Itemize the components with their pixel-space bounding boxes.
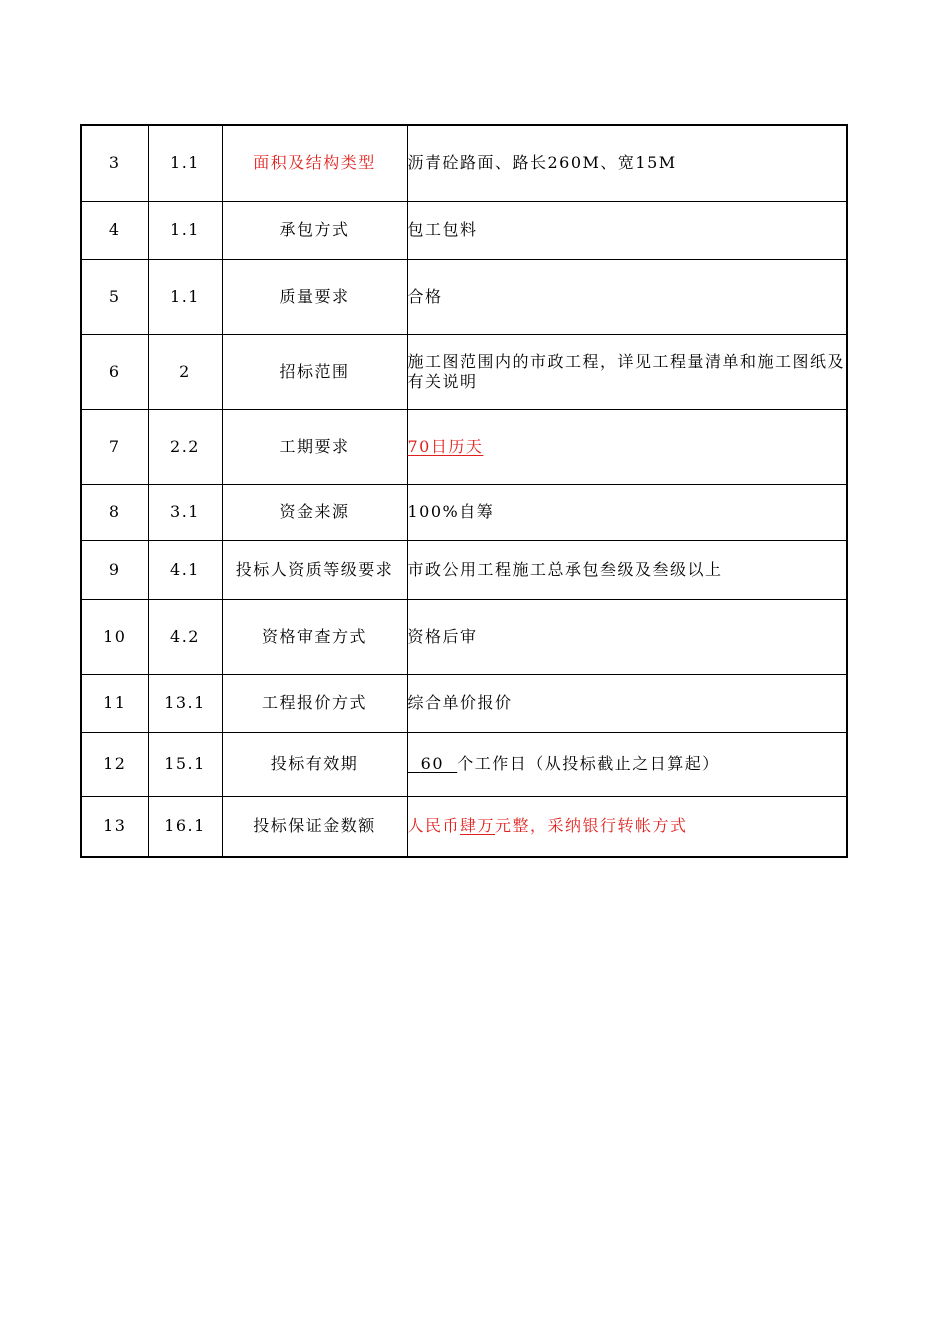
item-content: 资格后审 (407, 599, 847, 674)
item-name: 投标保证金数额 (222, 796, 407, 857)
row-number: 3 (81, 125, 148, 201)
item-name: 招标范围 (222, 334, 407, 409)
item-content: 综合单价报价 (407, 674, 847, 732)
row-number: 9 (81, 540, 148, 599)
table-row (81, 259, 847, 334)
clause-number: 2.2 (148, 409, 222, 484)
item-name: 面积及结构类型 (222, 125, 407, 201)
table-row (81, 540, 847, 599)
deposit-amount: 肆万 (460, 816, 496, 836)
item-content: 合格 (407, 259, 847, 334)
row-number: 5 (81, 259, 148, 334)
item-content: 100%自筹 (407, 484, 847, 540)
row-number: 11 (81, 674, 148, 732)
clause-number: 1.1 (148, 201, 222, 259)
item-content (407, 796, 847, 857)
item-name: 质量要求 (222, 259, 407, 334)
duration-value: 70日历天 (407, 436, 484, 456)
row-number: 12 (81, 732, 148, 796)
clause-number: 1.1 (148, 125, 222, 201)
clause-number: 15.1 (148, 732, 222, 796)
clause-number: 13.1 (148, 674, 222, 732)
row-number: 10 (81, 599, 148, 674)
clause-number: 1.1 (148, 259, 222, 334)
table-row (81, 334, 847, 409)
row-number: 7 (81, 409, 148, 484)
validity-days-text: 个工作日（从投标截止之日算起） (457, 754, 720, 773)
table-row (81, 732, 847, 796)
clause-number: 3.1 (148, 484, 222, 540)
item-content: 沥青砼路面、路长260M、宽15M (407, 125, 847, 201)
deposit-suffix: 元整，采纳银行转帐方式 (495, 816, 688, 836)
deposit-prefix: 人民币 (407, 816, 461, 836)
clause-number: 16.1 (148, 796, 222, 857)
row-number: 6 (81, 334, 148, 409)
item-name: 工期要求 (222, 409, 407, 484)
table-row (81, 796, 847, 857)
table-row (81, 674, 847, 732)
row-number: 4 (81, 201, 148, 259)
clause-number: 4.2 (148, 599, 222, 674)
row-number: 13 (81, 796, 148, 857)
row-number: 8 (81, 484, 148, 540)
table-row (81, 125, 847, 201)
item-content: 包工包料 (407, 201, 847, 259)
item-name: 承包方式 (222, 201, 407, 259)
item-name: 工程报价方式 (222, 674, 407, 732)
item-name: 投标人资质等级要求 (222, 540, 407, 599)
bid-info-table (80, 124, 848, 858)
item-content: 市政公用工程施工总承包叁级及叁级以上 (407, 540, 847, 599)
item-content: 施工图范围内的市政工程，详见工程量清单和施工图纸及有关说明 (407, 334, 847, 409)
clause-number: 4.1 (148, 540, 222, 599)
validity-days-value: 60 (420, 754, 445, 773)
item-content (407, 732, 847, 796)
table-row (81, 409, 847, 484)
clause-number: 2 (148, 334, 222, 409)
item-name: 资金来源 (222, 484, 407, 540)
table-row (81, 201, 847, 259)
validity-days-blank (408, 754, 458, 774)
item-name: 资格审查方式 (222, 599, 407, 674)
table-row (81, 484, 847, 540)
item-name: 投标有效期 (222, 732, 407, 796)
table-row (81, 599, 847, 674)
